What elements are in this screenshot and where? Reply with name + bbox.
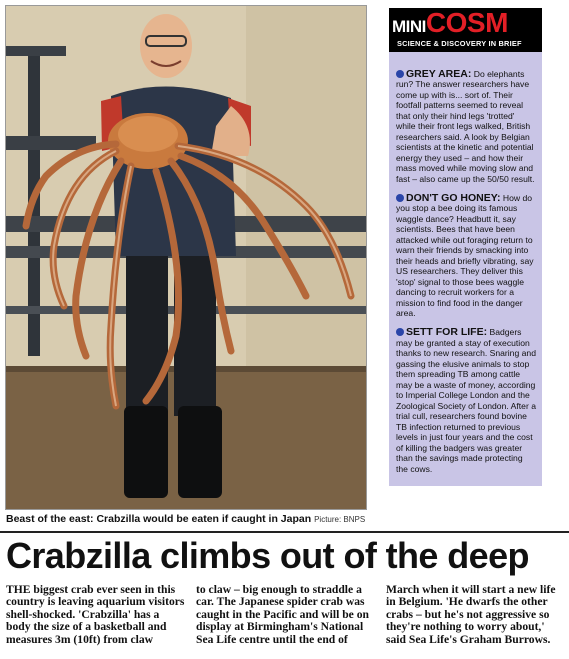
- caption-text: Beast of the east: Crabzilla would be eaten if caught in Japan: [6, 513, 312, 525]
- minicosm-header: [389, 8, 542, 52]
- article-column-3: March when it will start a new life in Belgium. 'He dwarfs the other crabs – but he's not aggressive so they're nothing to worry about,' said Sea Life's Graham Burrows.: [386, 584, 556, 646]
- brief-dont-go-honey: [396, 193, 536, 319]
- brief-sett-for-life: [396, 327, 536, 474]
- minicosm-title-mini: MINI: [392, 17, 426, 36]
- crab-photo: [5, 5, 367, 510]
- brief-text: How do you stop a bee doing its famous waggle dance? Headbutt it, say scientists. Bees that have been attacked while out foraging return to warn their friends by smacking into their heads and briefly vibrating, say US researchers. They deliver this 'stop' signal to those bees waggle dancing to recruit workers for a mission to find food in the danger area.: [396, 192, 534, 319]
- minicosm-title-cosm: COSM: [425, 7, 508, 38]
- article-column-2: to claw – big enough to straddle a car. The Japanese spider crab was caught in the Pacific and will be on display at Birmingham's National Sea Life centre until the end of: [196, 584, 369, 646]
- minicosm-title: [392, 9, 508, 41]
- bullet-icon: [396, 70, 404, 78]
- brief-grey-area: [396, 69, 536, 185]
- brief-head: GREY AREA:: [406, 67, 472, 80]
- article-body: [6, 584, 566, 656]
- photo-caption: [6, 513, 376, 525]
- brief-text: Badgers may be granted a stay of execution thanks to new research. Snaring and gassing the elusive animals to stop them spreading TB among cattle may be a waste of money, according to Imperial College London and the Zoological Society of London. After a trial cull, researchers found bovine TB infection returned to previous levels in just four years and the cost of killing the badgers was greater than the savings made protecting the cows.: [396, 327, 536, 474]
- brief-head: SETT FOR LIFE:: [406, 326, 488, 339]
- brief-text: Do elephants run? The answer researchers have come up with is... sort of. Their footfall patterns seemed to reveal that only their hind legs 'trotted' while their front legs walked, British researchers said. A look by Belgian scientists at the kinetic and potential energy they used – and how their mass moved while moving slow and fast – also came up the 50/50 result.: [396, 68, 535, 184]
- crab-photo-illustration: [6, 6, 367, 510]
- minicosm-subtitle: SCIENCE & DISCOVERY IN BRIEF: [397, 39, 522, 48]
- article-headline: Crabzilla climbs out of the deep: [6, 535, 529, 576]
- bullet-icon: [396, 328, 404, 336]
- bullet-icon: [396, 194, 404, 202]
- minicosm-briefs: [389, 52, 542, 486]
- article-column-1: THE biggest crab ever seen in this country is leaving aquarium visitors shell-shocked. 'Crabzilla' has a body the size of a basketball and measures 3m (10ft) from claw: [6, 584, 185, 646]
- brief-head: DON'T GO HONEY:: [406, 191, 501, 204]
- photo-credit: Picture: BNPS: [314, 515, 366, 524]
